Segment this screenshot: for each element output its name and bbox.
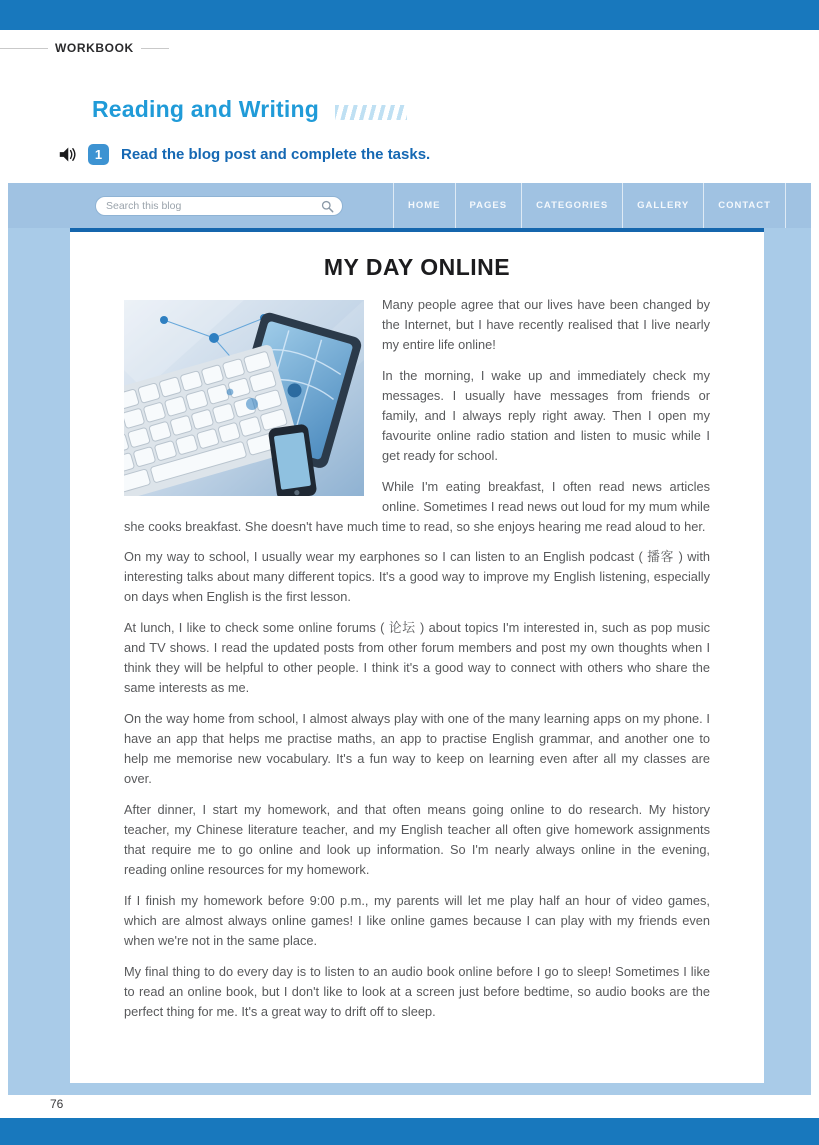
workbook-label: WORKBOOK [55,41,134,55]
blog-search-box[interactable] [95,196,343,216]
section-title: Reading and Writing [92,96,319,122]
hatch-decoration-icon [335,105,407,120]
workbook-header [0,41,169,55]
blog-paragraph: My final thing to do every day is to listen to an audio book online before I go to sleep! Sometimes I like to read an online book, but I don't like to look at a screen just before bedtime, so audio books are the perfect thing for me. It's a great way to drift off to sleep. [124,963,710,1019]
post-body [124,295,710,1022]
blog-paragraph: At lunch, I like to check some online forums ( 论坛 ) about topics I'm interested in, such as pop music and TV shows. I read the updated posts from other forum members and post my own thoughts when I think they will be helpful to other people. I think it's a good way to connect with others who share the same interests as me. [124,620,710,696]
blog-paragraph: On my way to school, I usually wear my earphones so I can listen to an English podcast ( 播客 ) with interesting talks about many different topics. It's a good way to improve my English listening, especially on days when English is the first lesson. [124,549,710,605]
nav-item-pages[interactable]: PAGES [455,183,522,228]
nav-item-gallery[interactable]: GALLERY [622,183,703,228]
bottom-color-bar [0,1118,819,1145]
blog-paragraph: While I'm eating breakfast, I often read news articles online. Sometimes I read news out loud for my mum while she cooks breakfast. She doesn't have much time to read, so she enjoys hearing me read aloud to her. [124,478,710,534]
exercise-number-badge: 1 [88,144,109,165]
divider-line [0,48,48,49]
page-number: 76 [50,1097,64,1111]
blog-post-card [70,228,764,1083]
blog-paragraph: In the morning, I wake up and immediately check my messages. I usually have messages from friends or family, and I always reply right away. Then I open my favourite online radio station and listen to music while I get ready for school. [382,367,710,463]
blog-paragraph: If I finish my homework before 9:00 p.m., my parents will let me play half an hour of video games, which are almost always online games! I like online games because I can play with my friends even when we're not in the same place. [124,892,710,948]
exercise-header [58,144,430,165]
blog-nav-menu [393,183,786,228]
nav-item-home[interactable]: HOME [393,183,455,228]
blog-header-bar [8,183,811,228]
search-icon[interactable] [321,200,334,213]
blog-paragraph: Many people agree that our lives have been changed by the Internet, but I have recently realised that I live nearly my entire life online! [382,297,710,352]
post-title: MY DAY ONLINE [323,254,511,280]
blog-paragraph: On the way home from school, I almost always play with one of the many learning apps on my phone. I have an app that helps me practise maths, an app to practise English grammar, and another one to help me memorise new vocabulary. It's a fun way to keep on learning even after all my classes are over. [124,711,710,787]
nav-item-contact[interactable]: CONTACT [703,183,786,228]
tech-collage-illustration [124,300,364,496]
blog-photo [124,300,364,496]
divider-line [141,48,169,49]
speaker-icon [58,146,77,163]
top-color-bar [0,0,819,30]
nav-item-categories[interactable]: CATEGORIES [521,183,622,228]
section-heading-row [92,96,407,123]
blog-panel [8,183,811,1095]
search-input[interactable] [106,200,321,212]
blog-paragraph: After dinner, I start my homework, and that often means going online to do research. My history teacher, my Chinese literature teacher, and my English teacher all often give homework assignments that require me to go online and look up information. So I'm nearly always online in the evening, reading online resources for my homework. [124,801,710,877]
exercise-instruction: Read the blog post and complete the tasks. [121,146,431,163]
